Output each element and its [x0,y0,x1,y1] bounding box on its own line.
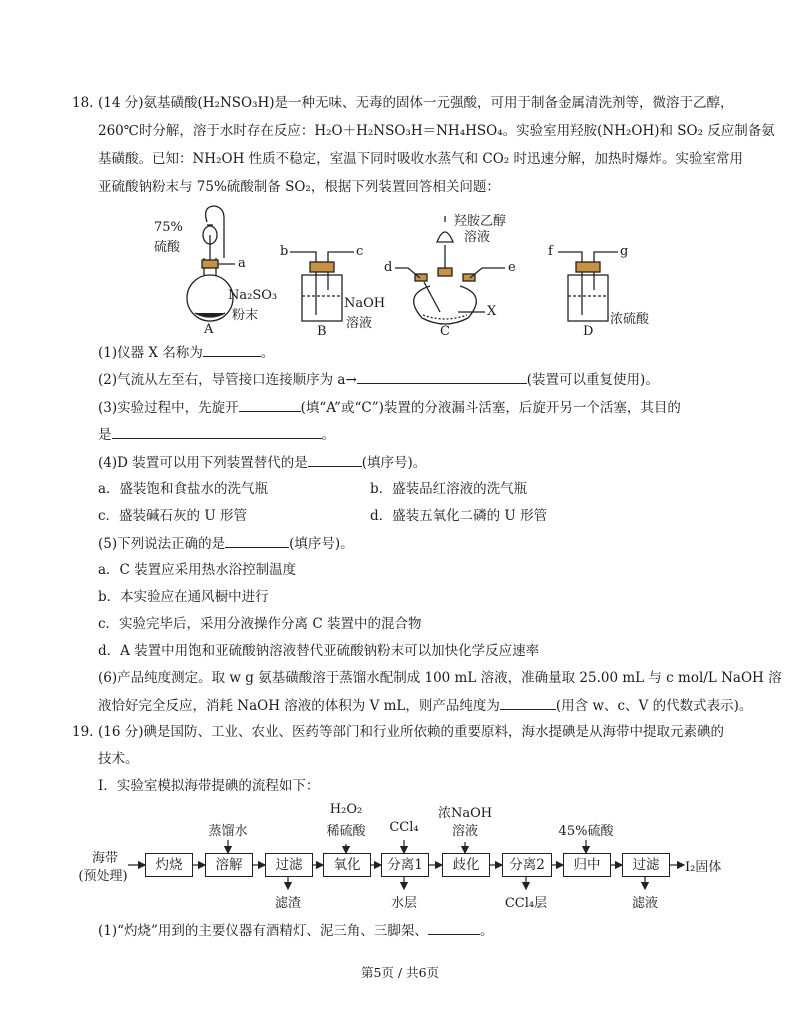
apparatus-a-acid-line1: 75% [154,220,183,235]
flow-start-line1: 海带 [91,851,118,866]
apparatus-d-label: D [583,324,594,339]
q18-sub5-option-a: a．C 装置应采用热水浴控制温度 [98,562,297,578]
q18-intro-line1: (14 分)氨基磺酸(H₂NSO₃H)是一种无味、无毒的固体一元强酸，可用于制备金属清洗剂等，微溶于乙醇， [98,95,734,111]
apparatus-d-port-g: g [620,244,629,259]
q18-sub6-answer-blank[interactable] [500,695,556,710]
apparatus-c-flask-x: X [487,304,497,319]
flow-output-residue: 滤渣 [274,896,301,911]
flow-input-water: 蒸馏水 [208,824,248,839]
apparatus-c-funnel-line2: 溶液 [464,230,491,245]
flow-input-h2o2: H₂O₂ [329,802,363,817]
q18-sub3-line2-end: 。 [321,427,335,443]
apparatus-c-port-d: d [384,260,393,275]
q18-sub5-option-d: d．A 装置中用饱和亚硫酸钠溶液替代亚硫酸钠粉末可以加快化学反应速率 [98,643,540,659]
q18-sub3-rest: (填“A”或“C”)装置的分液漏斗活塞，后旋开另一个活塞，其目的 [300,400,681,416]
q18-sub3-text: (3)实验过程中，先旋开 [98,400,239,416]
q18-sub3-answer-blank[interactable] [239,397,301,412]
apparatus-a-solid-line2: 粉末 [232,308,259,323]
q18-sub5-option-b: b．本实验应在通风橱中进行 [98,589,269,605]
flow-end-product: I₂固体 [685,860,722,875]
apparatus-d-liquid: 浓硫酸 [610,312,650,327]
flow-step-comproportionation: 归中 [563,853,611,877]
q18-sub2 [98,369,659,390]
q18-sub5 [98,533,354,554]
apparatus-a-acid-line2: 硫酸 [154,240,181,255]
q18-intro-line4: 亚硫酸钠粉末与 75%硫酸制备 SO₂，根据下列装置回答相关问题： [98,179,500,195]
q19-sub1 [98,920,493,941]
q18-sub5-answer-blank[interactable] [225,533,289,548]
q19-intro-line1: (16 分)碘是国防、工业、农业、医药等部门和行业所依赖的重要原料，海水提碘是从海带中提取元素碘的 [98,724,725,740]
q19-number: 19. [72,724,94,740]
q18-sub1-text: (1)仪器 X 名称为 [98,345,203,361]
q19-sub1-end: 。 [479,923,494,939]
apparatus-b-port-b: b [280,244,289,259]
q18-sub5-end: (填序号)。 [289,536,354,552]
iodine-flowchart [0,800,800,915]
flow-output-filtrate: 滤液 [631,896,658,911]
q18-intro-line3: 基磺酸。已知：NH₂OH 性质不稳定，室温下同时吸收水蒸气和 CO₂ 时迅速分解，加热时爆炸。实验室常用 [98,151,744,167]
flow-input-naoh: 浓NaOH [437,806,493,821]
apparatus-c-port-e: e [508,260,516,275]
q18-sub4-option-c: c．盛装碱石灰的 U 形管 [98,508,248,524]
flow-output-aqueous: 水层 [390,896,417,911]
q19-part1-title: I．实验室模拟海带提碘的流程如下： [98,778,320,794]
q18-sub2-text: (2)气流从左至右，导管接口连接顺序为 a→ [98,372,357,388]
apparatus-b-port-c: c [356,244,364,259]
q18-sub1 [98,342,274,363]
q19-sub1-text: (1)“灼烧”用到的主要仪器有酒精灯、泥三角、三脚架、 [98,923,428,939]
q18-sub5-option-c: c．实验完毕后，采用分液操作分离 C 装置中的混合物 [98,616,422,632]
q18-sub6-line1: (6)产品纯度测定。取 w g 氨基磺酸溶于蒸馏水配制成 100 mL 溶液，准确量取 25.00 mL 与 c mol/L NaOH 溶 [98,670,782,686]
q18-sub6-line2 [98,695,752,716]
q18-sub3-purpose-blank[interactable] [112,424,322,439]
page-footer: 第5页 / 共6页 [360,965,440,980]
q18-sub6-end: (用含 w、c、V 的代数式表示)。 [555,698,753,714]
flow-step-burn: 灼烧 [145,853,193,877]
q19-intro-line2: 技术。 [98,751,139,767]
apparatus-d-port-f: f [548,244,553,259]
q18-sub5-text: (5)下列说法正确的是 [98,536,226,552]
apparatus-d-drawing [558,252,618,321]
q18-sub4-end: (填序号)。 [361,455,427,471]
flow-step-oxidize: 氧化 [323,853,371,877]
flow-start-line2: (预处理) [78,869,128,884]
q18-sub3-line2 [98,424,335,445]
apparatus-b-liquid-line2: 溶液 [346,316,373,331]
q18-sub4 [98,452,426,473]
apparatus-a-drawing [187,206,235,321]
flow-input-sulfuric-acid: 45%硫酸 [558,824,614,839]
flow-output-ccl4-layer: CCl₄层 [504,896,548,911]
flow-step-dissolve: 溶解 [205,853,253,877]
q18-sub6-text: 液恰好完全反应，消耗 NaOH 溶液的体积为 V mL，则产品纯度为 [98,698,500,714]
apparatus-a-label: A [204,322,214,337]
apparatus-b-label: B [317,324,327,339]
q18-sub4-option-d: d．盛装五氧化二磷的 U 形管 [370,508,548,524]
flow-step-disproportionation: 歧化 [442,853,490,877]
q18-sub4-option-b: b．盛装品红溶液的洗气瓶 [370,481,528,497]
q18-number: 18. [72,95,94,111]
q19-sub1-answer-blank[interactable] [428,920,480,935]
flow-input-ccl4: CCl₄ [389,820,419,835]
flow-input-dilute-acid: 稀硫酸 [326,824,366,839]
apparatus-drawing [140,200,680,345]
flow-input-naoh-solution: 溶液 [451,824,478,839]
q18-sub3 [98,397,681,418]
q18-sub1-answer-blank[interactable] [203,342,261,357]
apparatus-c-funnel-line1: 羟胺乙醇 [454,214,507,229]
apparatus-a-port-a: a [238,256,246,271]
q18-sub1-end: 。 [260,345,275,361]
apparatus-b-liquid-line1: NaOH [344,296,386,311]
apparatus-diagram [140,200,680,345]
apparatus-a-solid-line1: Na₂SO₃ [228,288,278,303]
flow-step-filter1: 过滤 [265,853,313,877]
flow-step-filter2: 过滤 [622,853,670,877]
q18-intro-line2: 260℃时分解，溶于水时存在反应：H₂O＋H₂NSO₃H＝NH₄HSO₄。实验室用羟胺(NH₂OH)和 SO₂ 反应制备氨 [98,123,775,139]
q18-sub2-answer-blank[interactable] [357,369,527,384]
q18-sub4-option-a: a．盛装饱和食盐水的洗气瓶 [98,481,269,497]
q18-sub4-answer-blank[interactable] [308,452,362,467]
flow-step-separate1: 分离1 [381,853,429,877]
q18-sub3-line2-text: 是 [98,427,112,443]
flow-step-separate2: 分离2 [502,853,552,877]
q18-sub4-text: (4)D 装置可以用下列装置替代的是 [98,455,308,471]
q18-sub2-end: (装置可以重复使用)。 [526,372,659,388]
apparatus-c-label: C [440,324,450,339]
